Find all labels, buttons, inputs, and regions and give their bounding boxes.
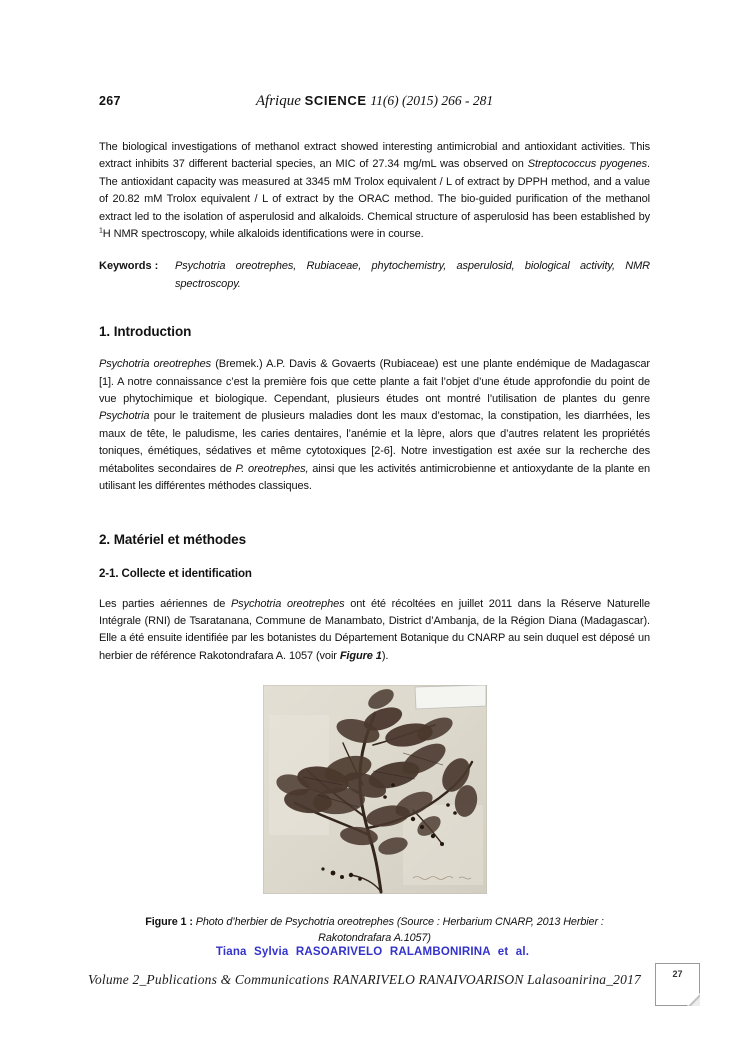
volume-footer-line: Volume 2_Publications & Communications RANARIVELO RANAIVOARISON Lalasoanirina_2017 <box>88 972 641 987</box>
page-content <box>99 92 650 946</box>
running-authors: Tiana Sylvia RASOARIVELO RALAMBONIRINA et al. <box>215 946 530 958</box>
introduction-paragraph: Psychotria oreotrephes (Bremek.) A.P. Davis & Govaerts (Rubiaceae) est une plante endémique de Madagascar [1]. A notre connaissance c’est la première fois que cette plante a fait l’objet d’une étude approfondie du point de vue phytochimique et biologique. Cependant, plusieurs études ont montré l’utilisation de plantes du genre Psychotria pour le traitement de plusieurs maladies dont les maux d’estomac, la constipation, les diarrhées, les maux de tête, le paludisme, les caries dentaires, l’anémie et la lèpre, alors que d’autres relatent les propriétés toniques, émétiques, sédatives et même cytotoxiques [2-6]. Notre investigation est axée sur la recherche des métabolites secondaires de P. oreotrephes, ainsi que les activités antimicrobienne et antioxydante de la plante en utilisant les différentes méthodes classiques. <box>99 358 650 493</box>
herbarium-photo <box>263 685 487 894</box>
page-marker-number: 27 <box>672 969 683 979</box>
subsection-heading-collecte: 2-1. Collecte et identification <box>99 567 252 580</box>
folded-corner-icon <box>687 993 700 1006</box>
abstract-paragraph: The biological investigations of methanol extract showed interesting antimicrobial and antioxidant activities. This extract inhibits 37 different bacterial species, an MIC of 27.34 mg/mL was observed on Streptococcus pyogenes. The antioxidant capacity was measured at 3345 mM Trolox equivalent / L of extract by DPPH method, and a value of 20.82 mM Trolox equivalent / L of extract by the ORAC method. The bio-guided purification of the methanol extract led to the isolation of asperulosid and alkaloids. Chemical structure of asperulosid has been established by $^1$H NMR spectroscopy, while alkaloids identifications were in course. <box>99 141 650 241</box>
page-marker-box <box>655 963 700 1006</box>
specimen-label-card <box>415 685 486 709</box>
keywords-text: Psychotria oreotrephes, Rubiaceae, phytochemistry, asperulosid, biological activity, NMR spectroscopy. <box>175 260 650 290</box>
journal-title <box>99 92 650 110</box>
section-heading-methods: 2. Matériel et méthodes <box>99 531 246 547</box>
collecte-paragraph: Les parties aériennes de Psychotria oreotrephes ont été récoltées en juillet 2011 dans la Réserve Naturelle Intégrale (RNI) de Tsaratanana, Commune de Manambato, District d’Ambanja, de la Région Diana (Madagascar). Elle a été ensuite identifiée par les botanistes du Département Botanique du CNARP au sein duquel est déposé un herbier de référence Rakotondrafara A. 1057 (voir Figure 1). <box>99 597 650 662</box>
header-page-number: 267 <box>99 94 121 108</box>
section-heading-introduction: 1. Introduction <box>99 324 192 340</box>
journal-issue: 11(6) (2015) 266 - 281 <box>370 93 494 108</box>
figure-caption: Figure 1 : Photo d’herbier de Psychotria oreotrephes (Source : Herbarium CNARP, 2013 Herbier : Rakotondrafara A.1057) <box>145 916 604 945</box>
page-header <box>99 92 650 114</box>
journal-name-caps: SCIENCE <box>304 93 367 108</box>
figure-container <box>99 685 650 899</box>
journal-name-script: Afrique <box>255 93 301 109</box>
keywords-label: Keywords : <box>99 260 159 273</box>
keywords-block <box>99 258 650 293</box>
